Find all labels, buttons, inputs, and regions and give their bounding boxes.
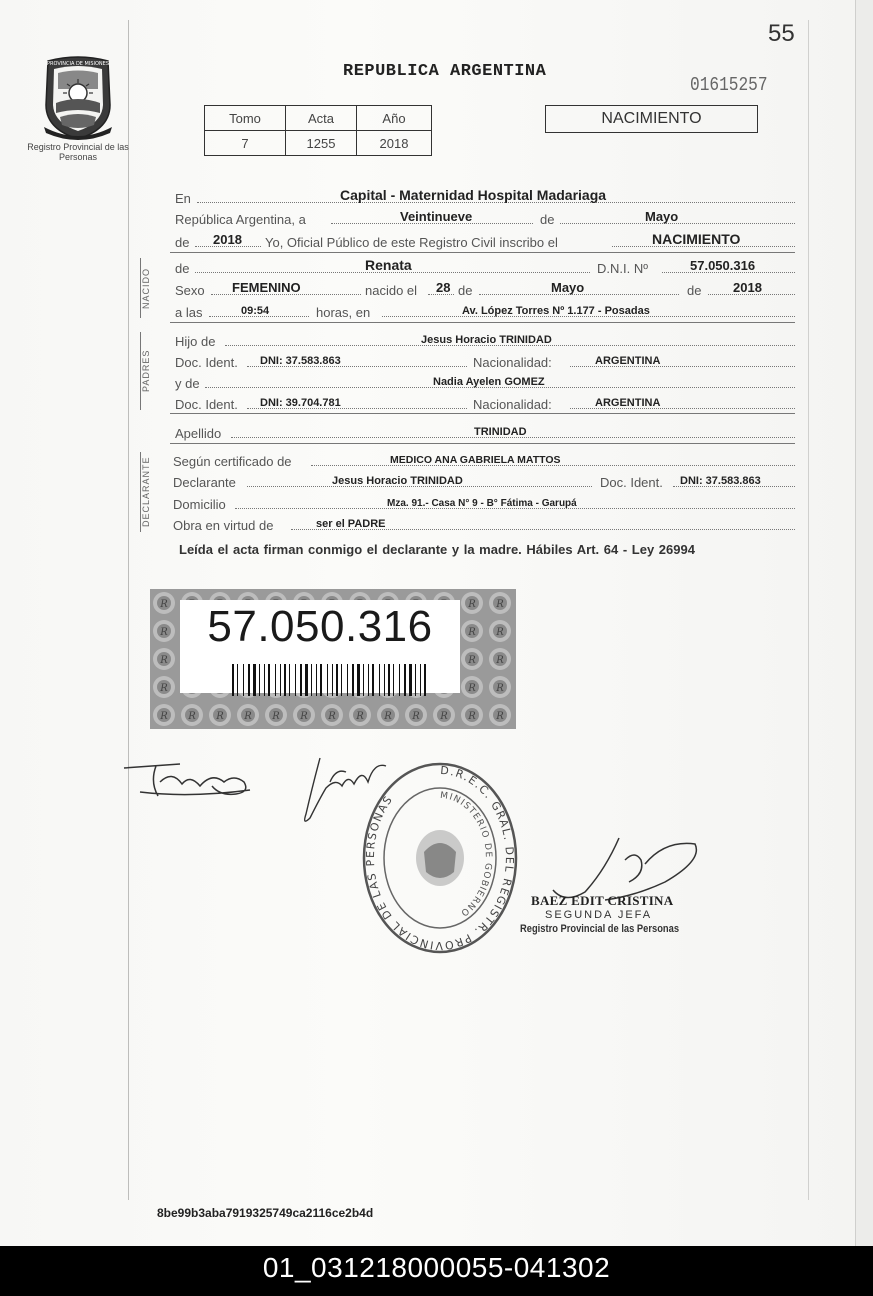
born-month: Mayo: [551, 280, 585, 295]
footer-bar: [0, 1246, 873, 1296]
officer-row: [175, 232, 795, 250]
child-sex: FEMENINO: [232, 280, 301, 295]
footer-id: 01_031218000055-041302: [262, 1252, 611, 1283]
record-table-header-ano: Año: [357, 106, 432, 131]
born-label: nacido el: [365, 283, 418, 298]
father-nationality-label: Nacionalidad:: [473, 355, 552, 370]
certificate-label: Según certificado de: [173, 454, 292, 469]
authority-row: [175, 515, 795, 533]
record-type-box: NACIMIENTO: [545, 105, 758, 133]
address-row: [175, 494, 795, 512]
born-year-label: de: [687, 283, 702, 298]
certificate-row: [175, 451, 795, 469]
dni-sticker: [150, 589, 516, 729]
officer-text: Yo, Oficial Público de este Registro Civil inscribo el: [265, 235, 558, 250]
mother-name: Nadia Ayelen GOMEZ: [433, 376, 545, 388]
margin-line-right: [808, 20, 809, 1200]
de-label: de: [540, 212, 555, 227]
declarant-name: Jesus Horacio TRINIDAD: [332, 475, 463, 487]
registry-name: Registro Provincial de las Personas: [27, 142, 129, 162]
authority-value: ser el PADRE: [316, 518, 386, 530]
declarant-doc: DNI: 37.583.863: [680, 475, 761, 487]
birth-place-row: [175, 188, 795, 206]
record-table: [204, 105, 432, 156]
born-de-label: de: [458, 283, 473, 298]
declarant-doc-label: Doc. Ident.: [600, 475, 663, 490]
signature-declarant: [120, 752, 260, 802]
official-name: BAEZ EDIT CRISTINA: [531, 893, 674, 908]
barcode-icon: [228, 664, 460, 696]
name-de-label: de: [175, 261, 190, 276]
official-seal: [360, 760, 520, 955]
dni-label: D.N.I. Nº: [597, 261, 648, 276]
surname-label: Apellido: [175, 426, 222, 441]
page-edge: [855, 0, 873, 1246]
sex-row: [175, 280, 795, 298]
mother-row: [175, 373, 795, 391]
record-table-value-acta: 1255: [286, 131, 357, 156]
section-divider: [170, 252, 795, 253]
child-name: Renata: [365, 257, 412, 273]
declarant-address: Mza. 91.- Casa N° 9 - B° Fátima - Garupá: [387, 498, 577, 509]
margin-line: [128, 20, 129, 1200]
seal-text: D.R.E.C. GRAL. DEL REGISTR. PROVINCIAL DE LAS PERSONAS: [363, 763, 517, 953]
closing-text: Leída el acta firman conmigo el declarante y la madre. Hábiles Art. 64 - Ley 26994: [179, 542, 695, 557]
time-row: [175, 302, 795, 320]
mother-doc: DNI: 39.704.781: [260, 397, 341, 409]
record-table-header-tomo: Tomo: [205, 106, 286, 131]
declarant-row: [175, 472, 795, 490]
record-table-value-ano: 2018: [357, 131, 432, 156]
mother-doc-label: Doc. Ident.: [175, 397, 238, 412]
father-doc-label: Doc. Ident.: [175, 355, 238, 370]
country-title: REPUBLICA ARGENTINA: [343, 62, 547, 81]
dni-sticker-label: [180, 600, 460, 693]
sex-label: Sexo: [175, 283, 205, 298]
born-year: 2018: [733, 280, 762, 295]
certificate-value: MEDICO ANA GABRIELA MATTOS: [390, 454, 561, 466]
surname-value: TRINIDAD: [474, 426, 527, 438]
record-table-value-tomo: 7: [205, 131, 286, 156]
dni-sticker-number: 57.050.316: [207, 602, 433, 651]
inscription-type: NACIMIENTO: [652, 231, 741, 247]
seal-inner-text: MINISTERIO DE GOBIERNO: [439, 790, 494, 919]
birth-place: Capital - Maternidad Hospital Madariaga: [340, 187, 607, 203]
mother-nationality: ARGENTINA: [595, 397, 661, 409]
and-label: y de: [175, 376, 200, 391]
nacido-section-label: NACIDO: [141, 267, 151, 309]
en-label: En: [175, 191, 191, 206]
section-divider: [170, 443, 795, 444]
declarante-section-label: DECLARANTE: [141, 456, 151, 528]
father-name: Jesus Horacio TRINIDAD: [421, 334, 552, 346]
padres-section-label: PADRES: [141, 349, 151, 393]
registration-year: 2018: [213, 232, 242, 247]
birth-time: 09:54: [241, 305, 270, 317]
address-label: Domicilio: [173, 497, 226, 512]
crest-text: PROVINCIA DE MISIONES: [47, 61, 109, 67]
page-number: 55: [768, 20, 795, 47]
section-divider: [170, 413, 795, 414]
republic-label: República Argentina, a: [175, 212, 306, 227]
mother-doc-row: [175, 394, 795, 412]
section-divider: [170, 322, 795, 323]
father-doc-row: [175, 352, 795, 370]
father-doc: DNI: 37.583.863: [260, 355, 341, 367]
declarant-label: Declarante: [173, 475, 236, 490]
provincial-crest-logo: [40, 55, 116, 141]
father-nationality: ARGENTINA: [595, 355, 661, 367]
authority-label: Obra en virtud de: [173, 518, 274, 533]
son-of-label: Hijo de: [175, 334, 216, 349]
child-name-row: [175, 258, 795, 276]
serial-number: 01615257: [690, 74, 768, 96]
registration-day: Veintinueve: [400, 209, 473, 224]
hours-label: horas, en: [316, 305, 371, 320]
mother-nationality-label: Nacionalidad:: [473, 397, 552, 412]
official-title: SEGUNDA JEFA: [545, 909, 653, 921]
child-dni: 57.050.316: [690, 258, 756, 273]
official-office: Registro Provincial de las Personas: [520, 923, 680, 935]
record-table-header-row: [205, 106, 432, 131]
year-prefix-label: de: [175, 235, 190, 250]
republic-row: [175, 209, 795, 227]
birth-address: Av. López Torres Nº 1.177 - Posadas: [462, 305, 650, 317]
surname-row: [175, 423, 795, 441]
time-label: a las: [175, 305, 203, 320]
father-row: [175, 331, 795, 349]
document-hash: 8be99b3aba7919325749ca2116ce2b4d: [157, 1206, 374, 1220]
born-day: 28: [436, 280, 451, 295]
record-table-header-acta: Acta: [286, 106, 357, 131]
registration-month: Mayo: [645, 209, 679, 224]
record-table-value-row: [205, 131, 432, 156]
